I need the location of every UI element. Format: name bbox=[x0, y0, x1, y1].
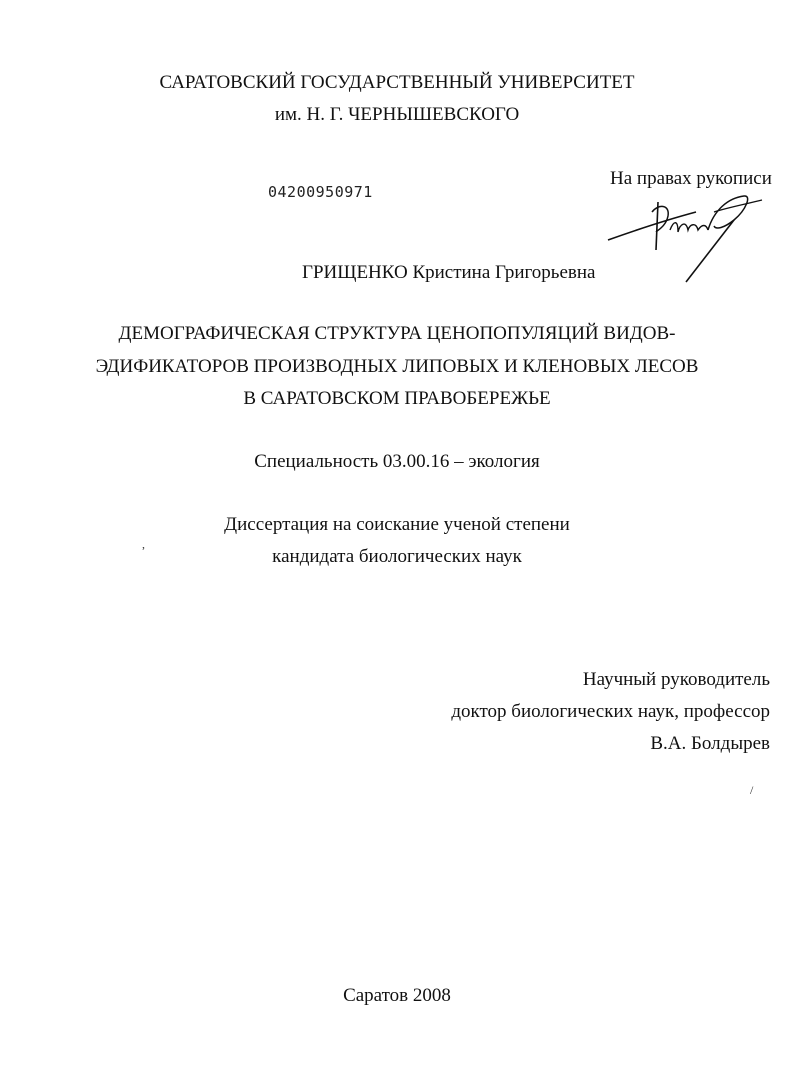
supervisor-role: Научный руководитель bbox=[582, 669, 770, 690]
title-line-1: ДЕМОГРАФИЧЕСКАЯ СТРУКТУРА ЦЕНОПОПУЛЯЦИЙ ВИДОВ- bbox=[118, 323, 676, 344]
registration-number: 04200950971 bbox=[268, 183, 373, 201]
title-line-3: В САРАТОВСКОМ ПРАВОБЕРЕЖЬЕ bbox=[243, 388, 551, 409]
stray-mark: , bbox=[142, 537, 145, 551]
degree-line-1: Диссертация на соискание ученой степени bbox=[224, 514, 570, 535]
author-name: ГРИЩЕНКО Кристина Григорьевна bbox=[302, 262, 596, 283]
degree-line-2: кандидата биологических наук bbox=[272, 546, 522, 567]
stray-mark: / bbox=[750, 783, 754, 797]
university-name: САРАТОВСКИЙ ГОСУДАРСТВЕННЫЙ УНИВЕРСИТЕТ bbox=[159, 72, 635, 93]
title-line-2: ЭДИФИКАТОРОВ ПРОИЗВОДНЫХ ЛИПОВЫХ И КЛЕНОВЫХ ЛЕСОВ bbox=[95, 356, 699, 377]
manuscript-note: На правах рукописи bbox=[610, 168, 772, 189]
university-named-after: им. Н. Г. ЧЕРНЫШЕВСКОГО bbox=[274, 104, 520, 125]
supervisor-credentials: доктор биологических наук, профессор bbox=[451, 701, 770, 722]
supervisor-name: В.А. Болдырев bbox=[650, 733, 770, 754]
specialty: Специальность 03.00.16 – экология bbox=[254, 451, 540, 472]
city-year: Саратов 2008 bbox=[343, 985, 451, 1006]
signature-icon bbox=[596, 190, 766, 290]
